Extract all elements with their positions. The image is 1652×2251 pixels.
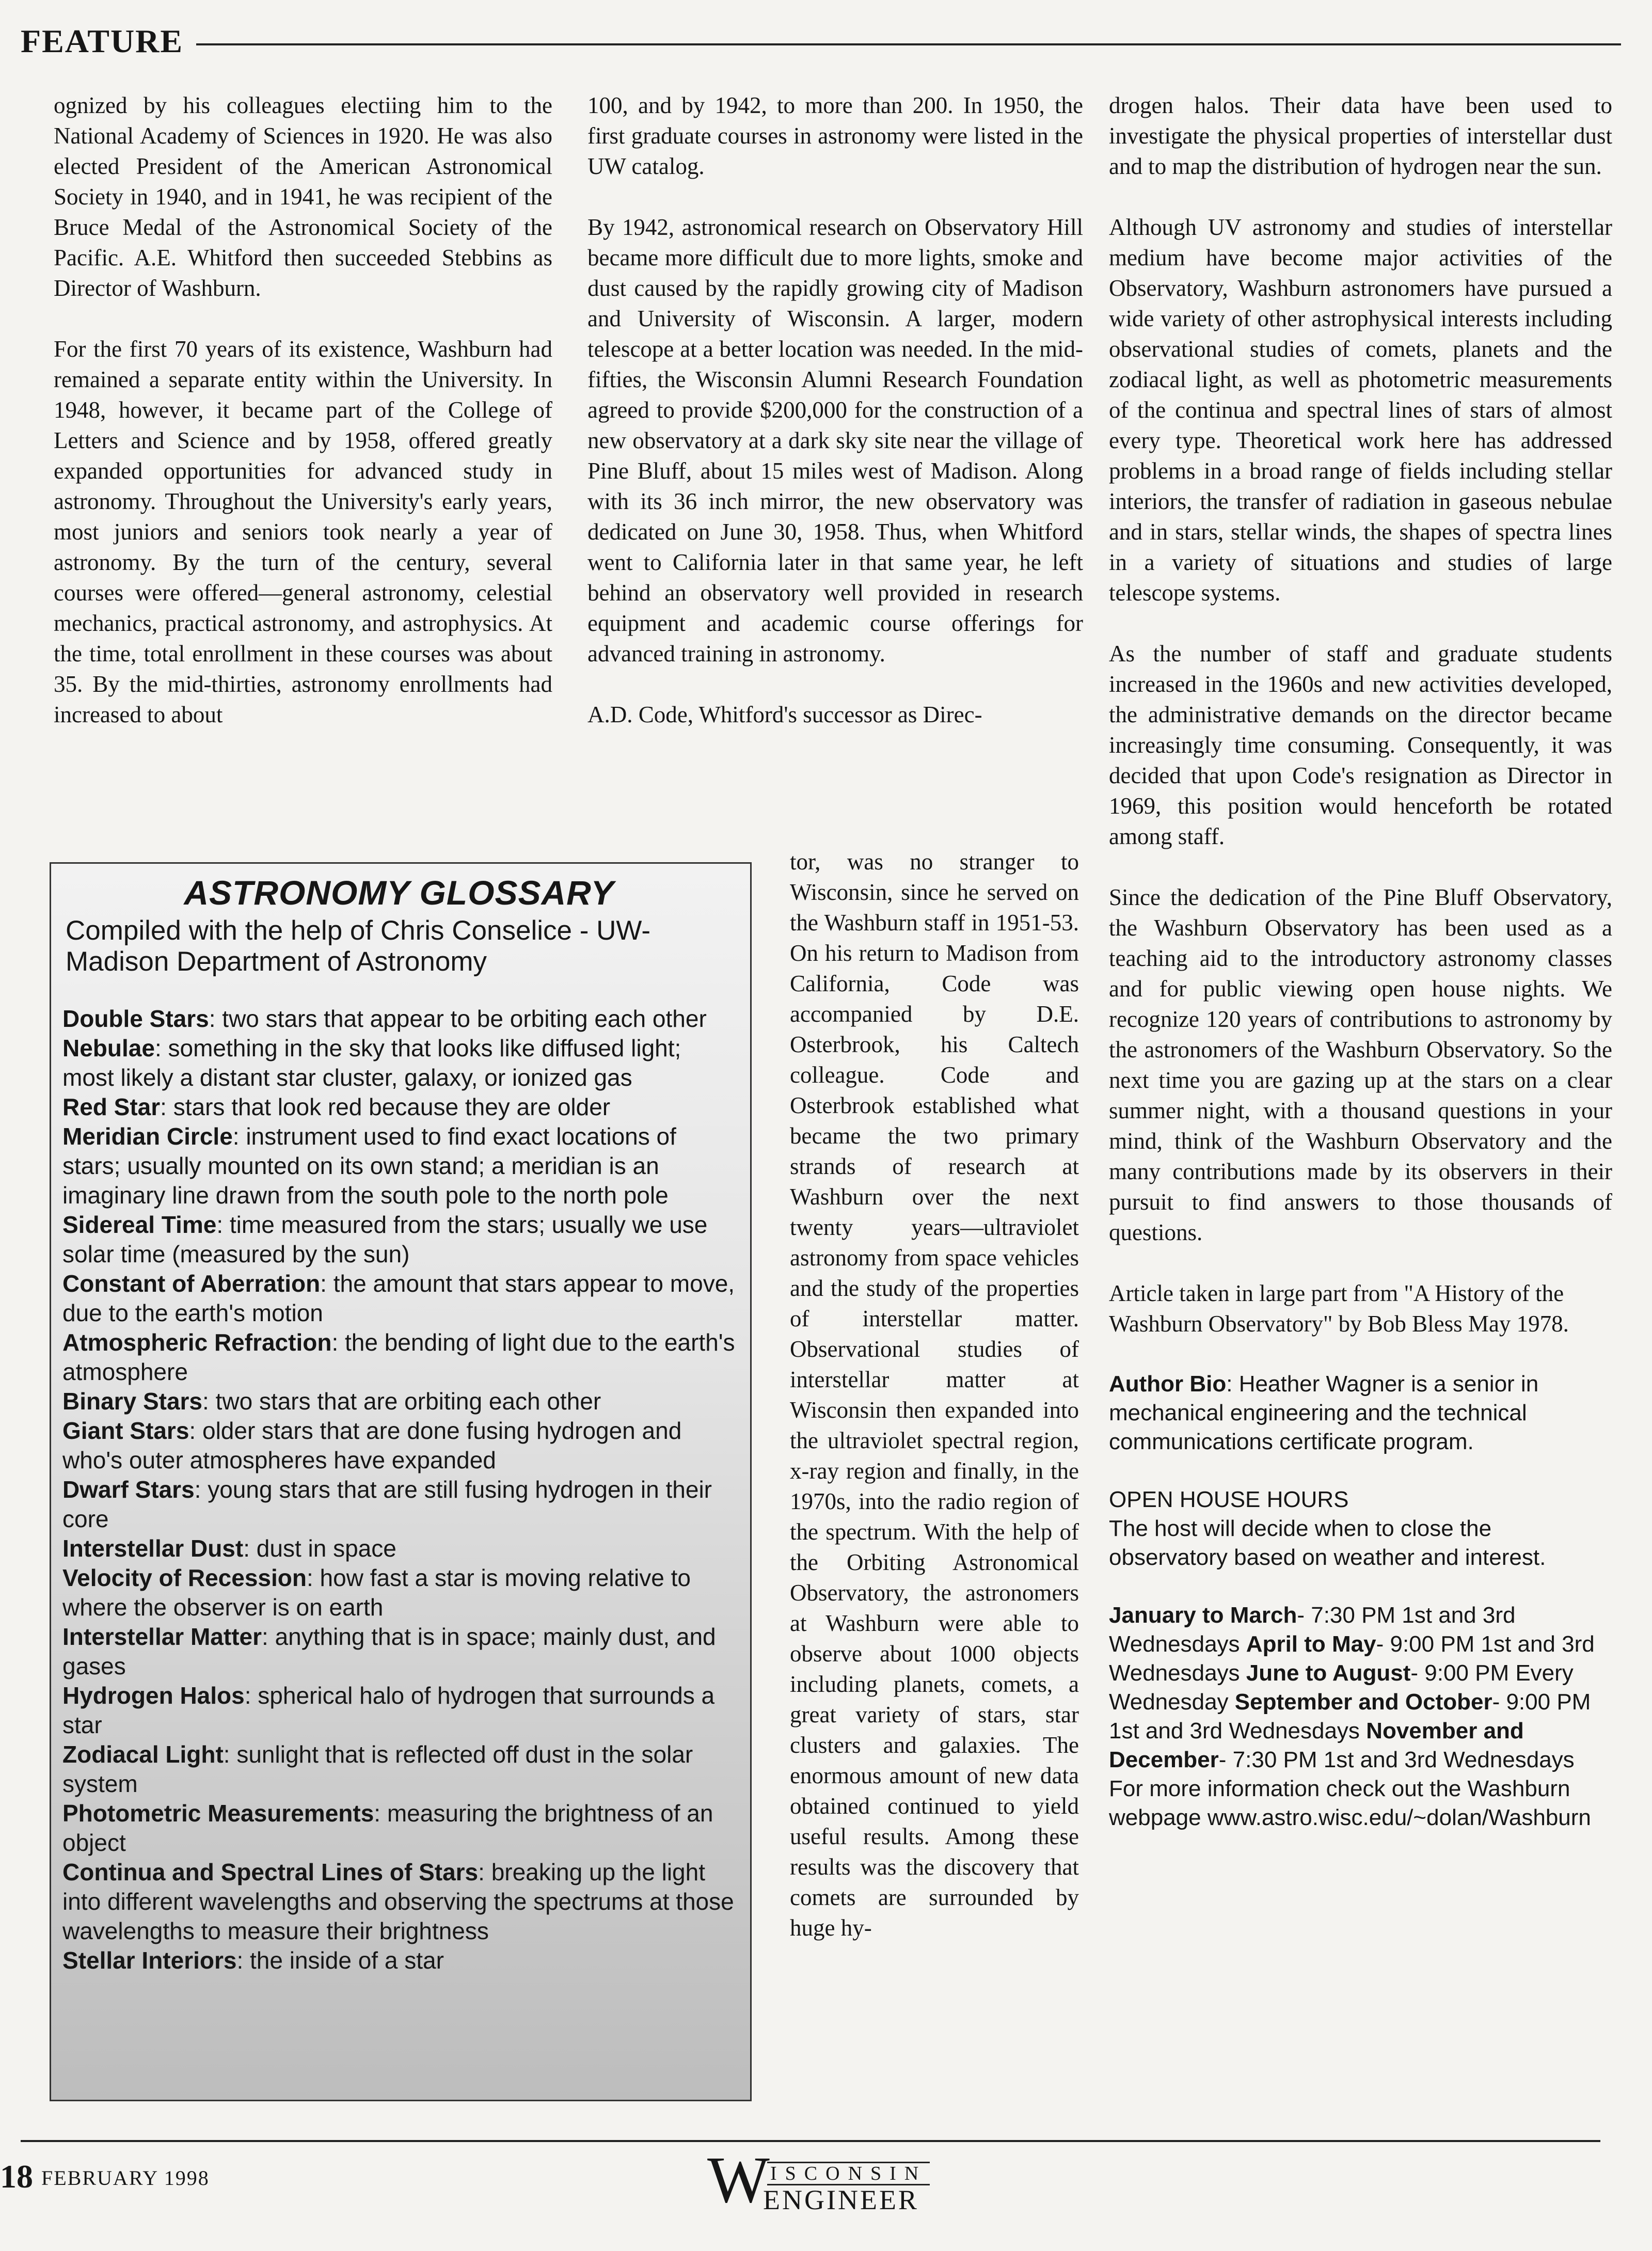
schedule-period: January to March — [1109, 1603, 1297, 1628]
open-house-intro: The host will decide when to close the observatory based on weather and interest. — [1109, 1516, 1546, 1570]
paragraph: 100, and by 1942, to more than 200. In 1950, the first graduate courses in astronomy were listed in the UW catalog. — [587, 92, 1083, 179]
glossary-definition: : stars that look red because they are older — [160, 1093, 611, 1120]
glossary-entry — [62, 1799, 736, 1858]
glossary-term: Sidereal Time — [62, 1211, 217, 1238]
logo-bottom-word: ENGINEER — [763, 2184, 919, 2215]
glossary-entry — [62, 1534, 736, 1563]
glossary-entry — [62, 1004, 736, 1034]
astronomy-glossary-box — [50, 862, 752, 2101]
paragraph: Since the dedication of the Pine Bluff Observatory, the Washburn Observatory has been used as a teaching aid to the introductory astronomy classes and for public viewing open house nights. We recognize 120 years of contributions to astronomy by the astronomers of the Washburn Observatory. So the next time you are gazing up at the stars on a clear summer night, with a thousand questions in your mind, think of the Washburn Observatory and the many contributions made by its observers in their pursuit to find answers to those thousands of questions. — [1109, 884, 1612, 1245]
magazine-logo — [707, 2143, 929, 2216]
paragraph: drogen halos. Their data have been used to investigate the physical properties of interstellar dust and to map the distribution of hydrogen near the sun. — [1109, 92, 1612, 179]
glossary-definition: : the bending of light due to the earth's atmosphere — [62, 1329, 735, 1385]
glossary-definition: : how fast a star is moving relative to where the observer is on earth — [62, 1564, 691, 1621]
issue-date: FEBRUARY 1998 — [41, 2166, 210, 2190]
page-number: 18 — [0, 2158, 33, 2195]
sidebar-info — [1109, 1370, 1612, 1832]
glossary-entry — [62, 1622, 736, 1681]
paragraph: As the number of staff and graduate students increased in the 1960s and new activities developed, the administrative demands on the director became increasingly time consuming. Consequently, it was decided that upon Code's resignation as Director in 1969, this position would henceforth be rotated among staff. — [1109, 641, 1612, 849]
page-header — [21, 21, 1621, 67]
glossary-entry — [62, 1387, 736, 1416]
glossary-entry — [62, 1416, 736, 1475]
schedule-list — [1109, 1603, 1595, 1772]
schedule-hours: - 9:00 PM Every Wednesday — [1109, 1660, 1574, 1715]
glossary-term: Hydrogen Halos — [62, 1682, 245, 1709]
glossary-term: Continua and Spectral Lines of Stars — [62, 1859, 479, 1885]
article-column-1 — [54, 90, 552, 760]
glossary-term: Velocity of Recession — [62, 1564, 307, 1591]
glossary-entry — [62, 1210, 736, 1269]
glossary-entry — [62, 1946, 736, 1975]
glossary-entry — [62, 1328, 736, 1387]
glossary-definition: : breaking up the light into different wavelengths and observing the spectrums at those wavelengths to measure their brightness — [62, 1859, 734, 1944]
article-column-2-narrow — [790, 847, 1079, 1974]
more-info: For more information check out the Washburn webpage www.astro.wisc.edu/~dolan/Washburn — [1109, 1776, 1591, 1830]
glossary-definition: : the inside of a star — [236, 1947, 444, 1974]
footer-rule — [21, 2140, 1600, 2142]
glossary-definition: : instrument used to find exact locations of stars; usually mounted on its own stand; a meridian is an imaginary line drawn from the south pole to the north pole — [62, 1123, 676, 1209]
logo-initial: W — [707, 2143, 770, 2216]
glossary-term: Constant of Aberration — [62, 1270, 321, 1297]
glossary-subtitle: Compiled with the help of Chris Conselice - UW-Madison Department of Astronomy — [66, 915, 651, 977]
glossary-term: Atmospheric Refraction — [62, 1329, 332, 1356]
glossary-term: Dwarf Stars — [62, 1476, 195, 1503]
schedule-hours: - 7:30 PM 1st and 3rd Wednesdays — [1218, 1747, 1575, 1772]
schedule-hours: - 7:30 PM 1st and 3rd Wednesdays — [1109, 1603, 1516, 1657]
paragraph: Although UV astronomy and studies of interstellar medium have become major activities of the Observatory, Washburn astronomers have pursued a wide variety of other astrophysical interests including observational studies of comets, planets and the zodiacal light, as well as photometric measurements of the continua and spectral lines of stars of almost every type. Theoretical work here has addressed problems in a broad range of fields including stellar interiors, the transfer of radiation in gaseous nebulae and in stars, stellar winds, the shapes of spectra lines in a variety of situations and studies of large telescope systems. — [1109, 214, 1612, 606]
schedule-period: September and October — [1234, 1689, 1492, 1715]
source-note: Article taken in large part from "A History of the Washburn Observatory" by Bob Bless May 1978. — [1109, 1280, 1569, 1337]
article-column-3 — [1109, 90, 1612, 1861]
glossary-entry — [62, 1122, 736, 1210]
glossary-definition: : older stars that are done fusing hydrogen and who's outer atmospheres have expanded — [62, 1417, 682, 1473]
glossary-entry — [62, 1269, 736, 1328]
paragraph: A.D. Code, Whitford's successor as Direc- — [587, 702, 982, 727]
schedule-period: June to August — [1246, 1660, 1411, 1686]
logo-top-word: ISCONSIN — [767, 2162, 930, 2185]
paragraph: tor, was no stranger to Wisconsin, since he served on the Washburn staff in 1951-53. On his return to Madison from California, Code was accompanied by D.E. Osterbrook, his Caltech colleague. Code and Osterbrook established what became the two primary strands of research at Washburn over the next twenty years—ultraviolet astronomy from space vehicles and the study of the properties of interstellar matter. Observational studies of interstellar matter at Wisconsin then expanded into the ultraviolet spectral region, x-ray region and finally, in the 1970s, into the radio region of the spectrum. With the help of the Orbiting Astronomical Observatory, the astronomers at Washburn were able to observe about 1000 objects including planets, comets, a great variety of stars, star clusters and galaxies. The enormous amount of new data obtained continued to yield useful results. Among these results was the discovery that comets are surrounded by huge hy- — [790, 849, 1079, 1941]
glossary-definition: : measuring the brightness of an object — [62, 1800, 713, 1856]
glossary-definition: : anything that is in space; mainly dust, and gases — [62, 1623, 716, 1679]
glossary-term: Double Stars — [62, 1005, 209, 1032]
glossary-definition: : the amount that stars appear to move, due to the earth's motion — [62, 1270, 735, 1326]
author-bio-label: Author Bio — [1109, 1371, 1227, 1397]
glossary-entry — [62, 1092, 736, 1122]
schedule-period: April to May — [1246, 1631, 1376, 1657]
glossary-term: Binary Stars — [62, 1388, 203, 1415]
glossary-definition: : something in the sky that looks like diffused light; most likely a distant star cluster, galaxy, or ionized gas — [62, 1035, 681, 1091]
glossary-entry — [62, 1034, 736, 1092]
glossary-definition: : spherical halo of hydrogen that surrounds a star — [62, 1682, 715, 1738]
glossary-term: Photometric Measurements — [62, 1800, 374, 1827]
schedule-hours: - 9:00 PM 1st and 3rd Wednesdays — [1109, 1689, 1591, 1743]
open-house-schedule — [1109, 1601, 1612, 1832]
article-column-2 — [587, 90, 1083, 730]
glossary-list — [62, 1004, 736, 1975]
glossary-term: Giant Stars — [62, 1417, 189, 1444]
author-bio-text: : Heather Wagner is a senior in mechanical engineering and the technical communications certificate program. — [1109, 1371, 1539, 1454]
glossary-entry — [62, 1681, 736, 1740]
open-house-heading: OPEN HOUSE HOURS — [1109, 1487, 1349, 1512]
schedule-period: November and December — [1109, 1718, 1524, 1772]
glossary-term: Stellar Interiors — [62, 1947, 237, 1974]
glossary-term: Interstellar Dust — [62, 1535, 244, 1562]
header-rule — [196, 43, 1621, 45]
schedule-hours: - 9:00 PM 1st and 3rd Wednesdays — [1109, 1631, 1595, 1686]
glossary-definition: : time measured from the stars; usually we use solar time (measured by the sun) — [62, 1211, 708, 1267]
glossary-definition: : two stars that appear to be orbiting each other — [209, 1005, 707, 1032]
glossary-definition: : sunlight that is reflected off dust in the solar system — [62, 1741, 693, 1797]
glossary-definition: : young stars that are still fusing hydrogen in their core — [62, 1476, 712, 1532]
paragraph: For the first 70 years of its existence, Washburn had remained a separate entity within the University. In 1948, however, it became part of the College of Letters and Science and by 1958, offered greatly expanded opportunities for advanced study in astronomy. Throughout the University's early years, most juniors and seniors took nearly a year of astronomy. By the turn of the century, several courses were offered—general astronomy, celestial mechanics, practical astronomy, and astrophysics. At the time, total enrollment in these courses was about 35. By the mid-thirties, astronomy enrollments had increased to about — [54, 336, 552, 727]
glossary-term: Nebulae — [62, 1035, 155, 1061]
glossary-entry — [62, 1475, 736, 1534]
glossary-term: Zodiacal Light — [62, 1741, 224, 1768]
glossary-entry — [62, 1858, 736, 1946]
paragraph: By 1942, astronomical research on Observatory Hill became more difficult due to more lights, smoke and dust caused by the rapidly growing city of Madison and University of Wisconsin. A larger, modern telescope at a better location was needed. In the mid-fifties, the Wisconsin Alumni Research Foundation agreed to provide $200,000 for the construction of a new observatory at a dark sky site near the village of Pine Bluff, about 15 miles west of Madison. Along with its 36 inch mirror, the new observatory was dedicated on June 30, 1958. Thus, when Whitford went to California later in that same year, he left behind an observatory well provided in research equipment and academic course offerings for advanced training in astronomy. — [587, 214, 1083, 667]
glossary-term: Interstellar Matter — [62, 1623, 262, 1650]
glossary-title: ASTRONOMY GLOSSARY — [184, 874, 614, 912]
glossary-definition: : two stars that are orbiting each other — [202, 1388, 601, 1415]
author-bio — [1109, 1370, 1612, 1456]
paragraph: ognized by his colleagues electiing him to the National Academy of Sciences in 1920. He was also elected President of the American Astronomical Society in 1940, and in 1941, he was recipient of the Bruce Medal of the Astronomical Society of the Pacific. A.E. Whitford then succeeded Stebbins as Director of Washburn. — [54, 92, 552, 301]
glossary-entry — [62, 1563, 736, 1622]
glossary-term: Meridian Circle — [62, 1123, 233, 1150]
section-label: FEATURE — [21, 23, 184, 59]
glossary-definition: : dust in space — [243, 1535, 396, 1562]
page-footer — [0, 2140, 1652, 2251]
glossary-term: Red Star — [62, 1093, 161, 1120]
glossary-entry — [62, 1740, 736, 1799]
